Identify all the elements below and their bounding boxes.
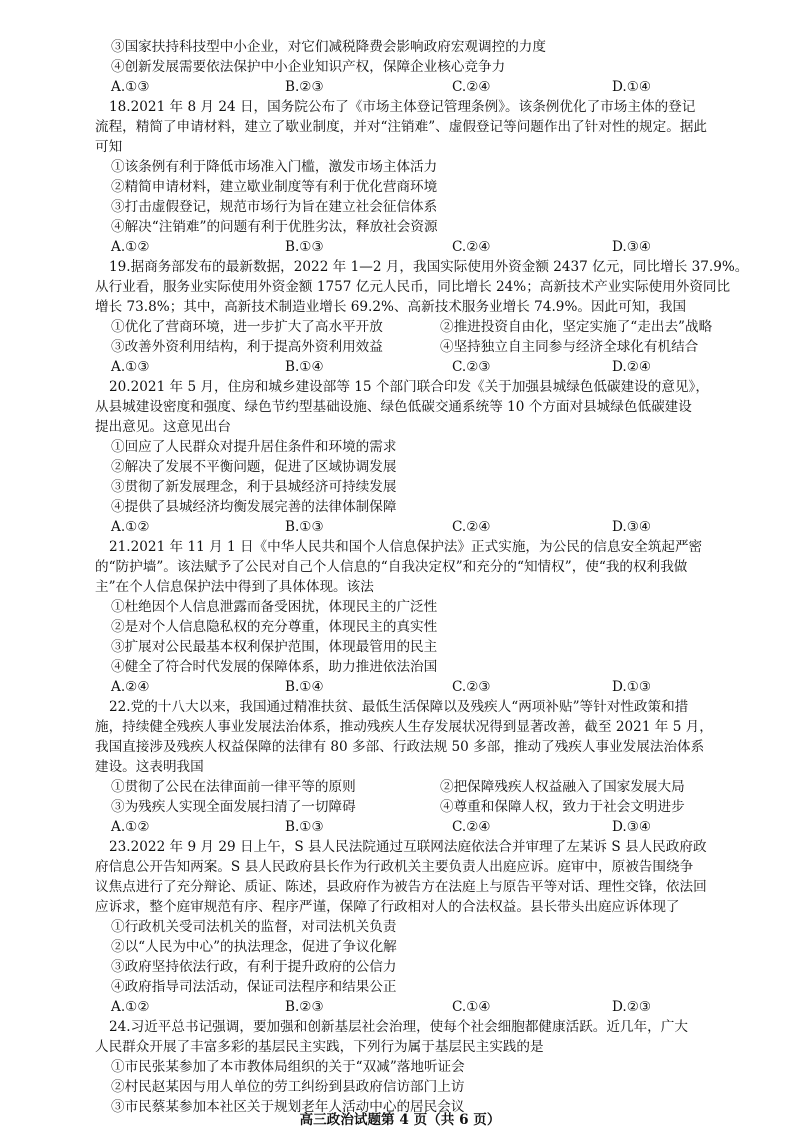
q19-option-2: ②推进投资自由化，坚定实施了“走出去”战略 [440,319,713,335]
q23-answer-d: D.②③ [612,999,652,1015]
q19-options-row-2 [95,337,755,357]
q20-stem-line-3: 提出意见。这意见出台 [95,419,231,435]
q22-answer-d: D.③④ [612,819,652,835]
q19-option-1: ①优化了营商环境，进一步扩大了高水平开放 [111,319,383,335]
q24-stem-line-1: 24.习近平总书记强调，要加强和创新基层社会治理，使每个社会细胞都健康活跃。近几年，广大 [109,1019,688,1035]
q18-option-4: ④解决“注销难”的问题有利于优胜劣汰，释放社会资源 [111,219,438,235]
q17-option-4: ④创新发展需要依法保护中小企业知识产权，保障企业核心竞争力 [111,59,506,75]
q24-option-3: ③市民蔡某参加本社区关于规划老年人活动中心的居民会议 [111,1099,465,1115]
q23-stem-line-1: 23.2022 年 9 月 29 日上午，S 县人民法院通过互联网法庭依法合并审理了左某诉 S 县人民政府政 [109,839,707,855]
q20-stem-line-1: 20.2021 年 5 月，住房和城乡建设部等 15 个部门联合印发《关于加强县城绿色低碳建设的意见》， [109,379,709,395]
q17-answer-b: B.②③ [285,79,324,95]
q21-answer-a: A.②④ [111,679,150,695]
q19-option-3: ③改善外资利用结构，利于提高外资利用效益 [111,339,383,355]
q22-stem-line-3: 我国直接涉及残疾人权益保障的法律有 80 多部、行政法规 50 多部，推动了残疾人事业发展法治体系 [95,739,705,755]
q20-option-3: ③贯彻了新发展理念，利于县城经济可持续发展 [111,479,397,495]
q22-option-4: ④尊重和保障人权，致力于社会文明进步 [440,799,685,815]
q21-answer-row [95,677,755,697]
q22-options-row-2 [95,797,755,817]
q22-option-3: ③为残疾人实现全面发展扫清了一切障碍 [111,799,356,815]
q21-answer-b: B.①④ [285,679,324,695]
q23-answer-a: A.①② [111,999,150,1015]
q17-answer-c: C.②④ [452,79,491,95]
q23-option-3: ③政府坚持依法行政，有利于提升政府的公信力 [111,959,397,975]
q22-stem-line-1: 22.党的十八大以来，我国通过精准扶贫、最低生活保障以及残疾人“两项补贴”等针对性政策和措 [109,699,689,715]
q17-answer-row [95,77,755,97]
q20-answer-a: A.①② [111,519,150,535]
q20-option-1: ①回应了人民群众对提升居住条件和环境的需求 [111,439,397,455]
q18-answer-d: D.③④ [612,239,652,255]
q19-stem-line-1: 19.据商务部发布的最新数据，2022 年 1—2 月，我国实际使用外资金额 2437 亿元，同比增长 37.9%。 [109,259,749,275]
q22-stem-line-2: 施，持续健全残疾人事业发展法治体系，推动残疾人生存发展状况得到显著改善，截至 2021 年 5 月， [95,719,713,735]
q18-answer-row [95,237,755,257]
q17-answer-a: A.①③ [111,79,150,95]
q18-option-2: ②精简申请材料，建立歇业制度等有利于优化营商环境 [111,179,438,195]
q24-stem-line-2: 人民群众开展了丰富多彩的基层民主实践，下列行为属于基层民主实践的是 [95,1039,544,1055]
q20-answer-row [95,517,755,537]
q19-answer-c: C.②③ [452,359,491,375]
q23-answer-row [95,997,755,1017]
q18-answer-a: A.①② [111,239,150,255]
q22-option-2: ②把保障残疾人权益融入了国家发展大局 [440,779,685,795]
q24-option-2: ②村民赵某因与用人单位的劳工纠纷到县政府信访部门上访 [111,1079,465,1095]
q23-answer-c: C.①④ [452,999,491,1015]
q22-options-row-1 [95,777,755,797]
q22-stem-line-4: 建设。这表明我国 [95,759,204,775]
q23-answer-b: B.②③ [285,999,324,1015]
q23-stem-line-2: 府信息公开告知两案。S 县人民政府县长作为行政机关主要负责人出庭应诉。庭审中，原被告围绕争 [95,859,694,875]
q21-answer-d: D.①③ [612,679,652,695]
q21-answer-c: C.②③ [452,679,491,695]
q19-answer-b: B.①④ [285,359,324,375]
q22-option-1: ①贯彻了公民在法律面前一律平等的原则 [111,779,356,795]
q23-option-4: ④政府指导司法活动，保证司法程序和结果公正 [111,979,397,995]
q18-answer-b: B.①③ [285,239,324,255]
q18-stem-line-1: 18.2021 年 8 月 24 日，国务院公布了《市场主体登记管理条例》。该条例优化了市场主体的登记 [109,99,696,115]
q21-option-4: ④健全了符合时代发展的保障体系，助力推进依法治国 [111,659,438,675]
q19-options-row-1 [95,317,755,337]
q23-option-1: ①行政机关受司法机关的监督，对司法机关负责 [111,919,397,935]
q20-option-4: ④提供了县城经济均衡发展完善的法律体制保障 [111,499,397,515]
q20-stem-line-2: 从县城建设密度和强度、绿色节约型基础设施、绿色低碳交通系统等 10 个方面对县城绿色低碳建设 [95,399,692,415]
page-footer: 高三政治试题第 4 页（共 6 页） [299,1112,501,1128]
q20-answer-c: C.②④ [452,519,491,535]
q23-stem-line-4: 应诉求，整个庭审规范有序、程序严谨，保障了行政相对人的合法权益。县长带头出庭应诉体现了 [95,899,680,915]
q20-answer-d: D.③④ [612,519,652,535]
q17-answer-d: D.①④ [612,79,652,95]
q18-stem-line-3: 可知 [95,139,123,155]
q18-stem-line-2: 流程，精简了申请材料，建立了歇业制度，并对“注销难”、虚假登记等问题作出了针对性的规定。据此 [95,119,708,135]
q21-stem-line-3: 主”在个人信息保护法中得到了具体体现。该法 [95,579,374,595]
q22-answer-a: A.①② [111,819,150,835]
q18-option-3: ③打击虚假登记，规范市场行为旨在建立社会征信体系 [111,199,438,215]
q22-answer-row [95,817,755,837]
q22-answer-c: C.②④ [452,819,491,835]
q20-option-2: ②解决了发展不平衡问题，促进了区域协调发展 [111,459,397,475]
q19-answer-d: D.②④ [612,359,652,375]
q18-answer-c: C.②④ [452,239,491,255]
q19-answer-row [95,357,755,377]
q21-option-3: ③扩展对公民最基本权利保护范围，体现最管用的民主 [111,639,438,655]
q21-option-2: ②是对个人信息隐私权的充分尊重，体现民主的真实性 [111,619,438,635]
q22-answer-b: B.①③ [285,819,324,835]
q23-option-2: ②以“人民为中心”的执法理念，促进了争议化解 [111,939,397,955]
q23-stem-line-3: 议焦点进行了充分辩论、质证、陈述，县政府作为被告方在法庭上与原告平等对话、理性交锋，依法回 [95,879,707,895]
q17-option-3: ③国家扶持科技型中小企业，对它们减税降费会影响政府宏观调控的力度 [111,39,546,55]
q24-option-1: ①市民张某参加了本市教体局组织的关于“双减”落地听证会 [111,1059,465,1075]
q19-option-4: ④坚持独立自主同参与经济全球化有机结合 [440,339,699,355]
q21-stem-line-2: 的“防护墙”。该法赋予了公民对自己个人信息的“自我决定权”和充分的“知情权”，使“我的权利我做 [95,559,688,575]
q19-answer-a: A.①③ [111,359,150,375]
q19-stem-line-3: 增长 73.8%；其中，高新技术制造业增长 69.2%、高新技术服务业增长 74.9%。因此可知，我国 [95,299,687,315]
q21-stem-line-1: 21.2021 年 11 月 1 日《中华人民共和国个人信息保护法》正式实施，为公民的信息安全筑起严密 [109,539,703,555]
q18-option-1: ①该条例有利于降低市场准入门槛，激发市场主体活力 [111,159,438,175]
q19-stem-line-2: 从行业看，服务业实际使用外资金额 1757 亿元人民币，同比增长 24%；高新技术产业实际使用外资同比 [95,279,731,295]
q21-option-1: ①杜绝因个人信息泄露而备受困扰，体现民主的广泛性 [111,599,438,615]
q20-answer-b: B.①③ [285,519,324,535]
